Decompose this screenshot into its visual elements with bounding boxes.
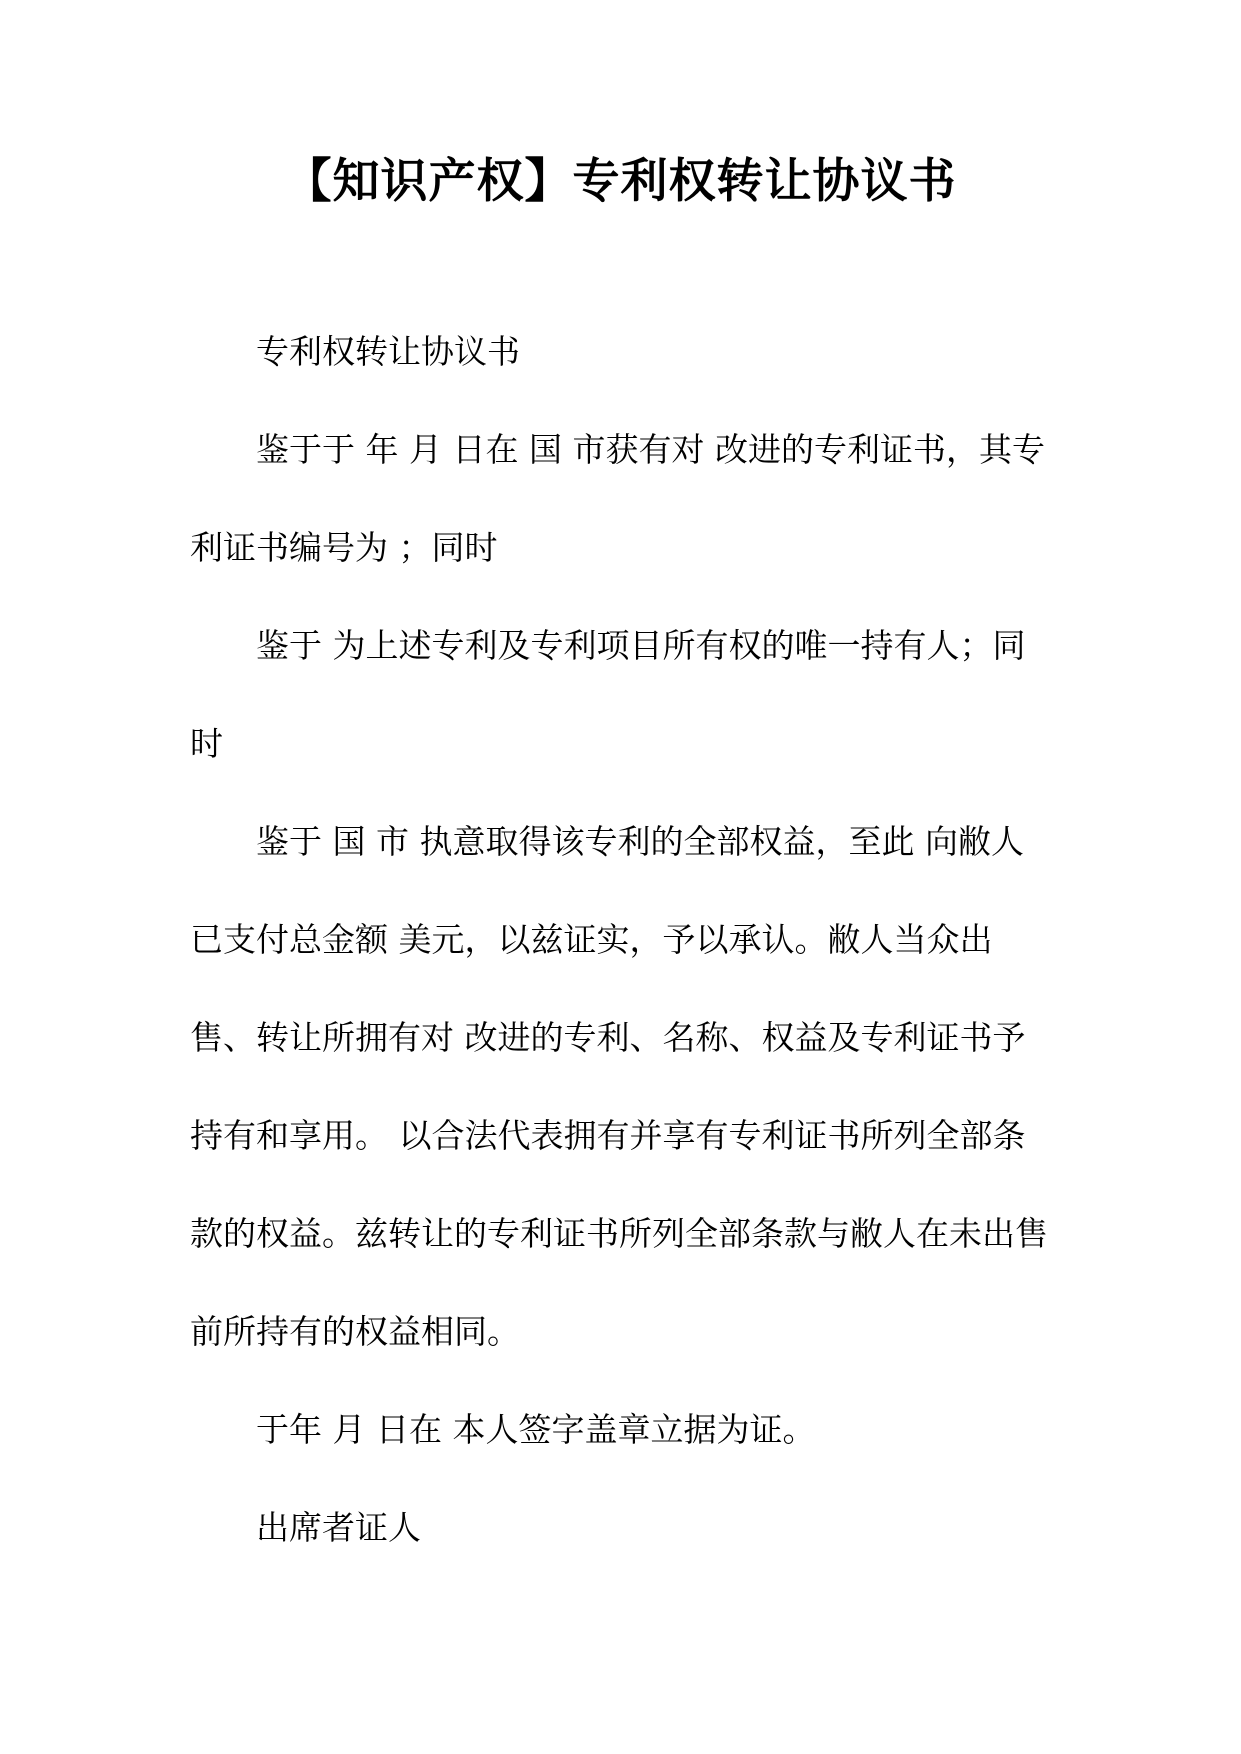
document-title: 【知识产权】专利权转让协议书 <box>284 154 957 209</box>
document-body <box>190 303 1048 1577</box>
paragraph-signature-date: 于年 月 日在 本人签字盖章立据为证。 <box>256 1410 816 1449</box>
paragraph-recital-owner: 鉴于 为上述专利及专利项目所有权的唯一持有人；同时 <box>190 626 1026 763</box>
paragraph-witness: 出席者证人 <box>256 1508 421 1547</box>
paragraph-recital-patent: 鉴于于 年 月 日在 国 市获有对 改进的专利证书，其专利证书编号为 ；同时 <box>190 430 1045 567</box>
paragraph-heading: 专利权转让协议书 <box>256 332 520 371</box>
paragraph-transfer-terms: 鉴于 国 市 执意取得该专利的全部权益，至此 向敝人已支付总金额 美元，以兹证实，予以承认。敝人当众出售、转让所拥有对 改进的专利、名称、权益及专利证书予持有和享用。 以合法代表拥有并享有专利证书所列全部条款的权益。兹转让的专利证书所列全部条款与敝人在未出售前所持有的权益相同。 <box>190 822 1048 1351</box>
